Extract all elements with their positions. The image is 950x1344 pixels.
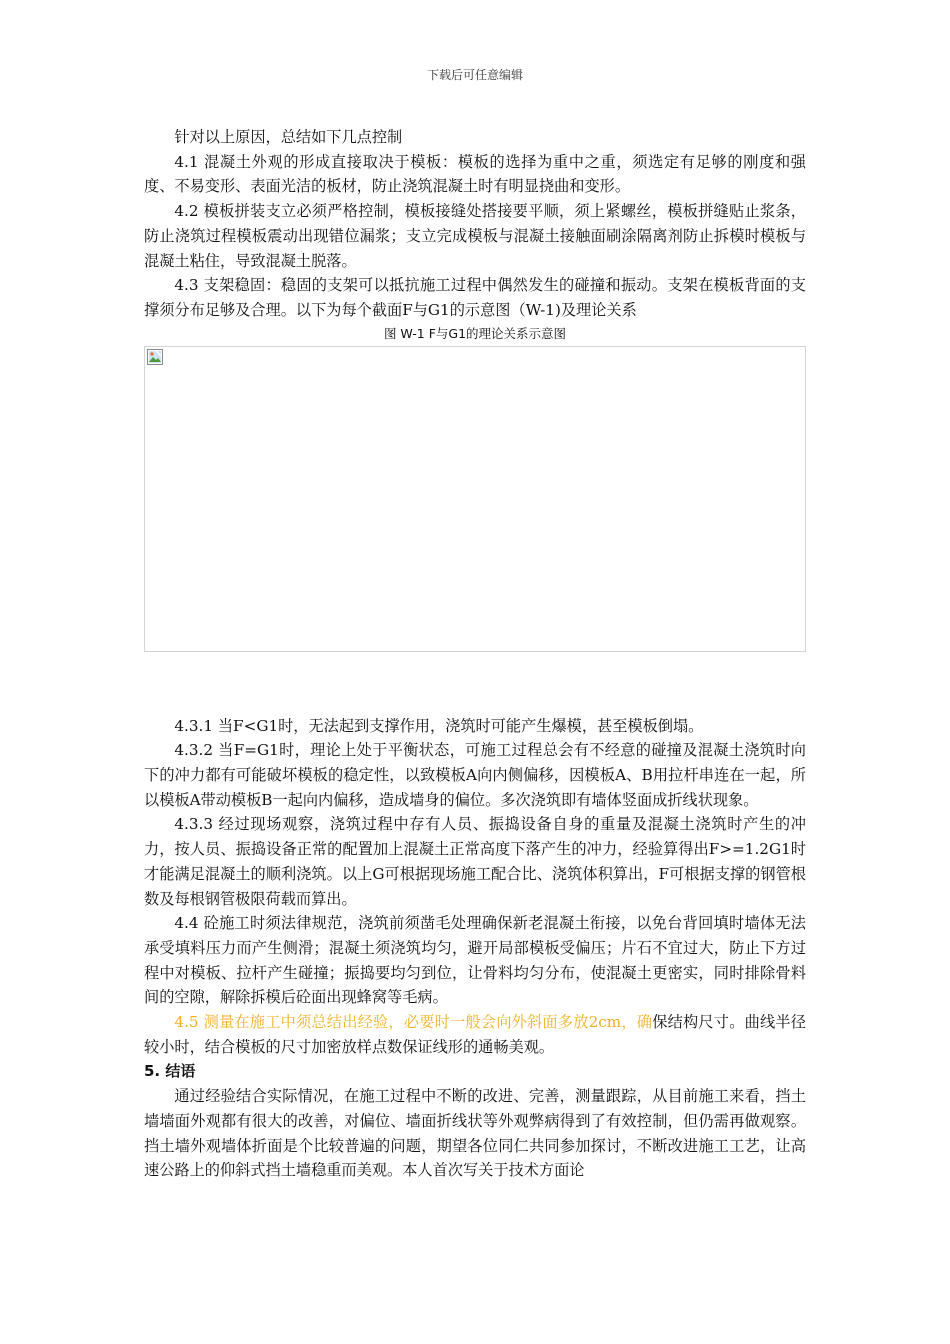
document-body	[144, 125, 806, 1183]
paragraph-conclusion: 通过经验结合实际情况，在施工过程中不断的改进、完善，测量跟踪，从目前施工来看，挡土墙墙面外观都有很大的改善，对偏位、墙面折线状等外观弊病得到了有效控制，但仍需再做观察。挡土墙外观墙体折面是个比较普遍的问题，期望各位同仁共同参加探讨，不断改进施工工艺，让高速公路上的仰斜式挡土墙稳重而美观。本人首次写关于技术方面论	[144, 1087, 806, 1180]
paragraph-4-1: 4.1 混凝土外观的形成直接取决于模板：模板的选择为重中之重，须选定有足够的刚度和强度、不易变形、表面光洁的板材，防止浇筑混凝土时有明显挠曲和变形。	[144, 152, 806, 196]
figure-w1-placeholder	[144, 346, 806, 652]
paragraph-4-2: 4.2 模板拼装支立必须严格控制，模板接缝处搭接要平顺，须上紧螺丝，模板拼缝贴止浆条，防止浇筑过程模板震动出现错位漏浆；支立完成模板与混凝土接触面刷涂隔离剂防止拆模时模板与混凝土粘住，导致混凝土脱落。	[144, 202, 806, 270]
paragraph-4-3-1: 4.3.1 当F<G1时，无法起到支撑作用，浇筑时可能产生爆模，甚至模板倒塌。	[174, 716, 704, 735]
paragraph-4-3: 4.3 支架稳固：稳固的支架可以抵抗施工过程中偶然发生的碰撞和振动。支架在模板背面的支撑须分布足够及合理。以下为每个截面F与G1的示意图（W-1)及理论关系	[144, 276, 806, 319]
paragraph-intro: 针对以上原因，总结如下几点控制	[174, 128, 403, 146]
paragraph-4-5	[144, 1010, 806, 1059]
highlighted-text: 4.5 测量在施工中须总结出经验，必要时一般会向外斜面多放2cm，确	[174, 1013, 653, 1032]
paragraph-4-3-3: 4.3.3 经过现场观察，浇筑过程中存有人员、振捣设备自身的重量及混凝土浇筑时产生的冲力，按人员、振捣设备正常的配置加上混凝土正常高度下落产生的冲力，经验算得出F>=1.2G1时才能满足混凝土的顺利浇筑。以上G可根据现场施工配合比、浇筑体积算出，F可根据支撑的钢管根数及每根钢管极限荷载而算出。	[144, 815, 806, 908]
figure-caption: 图 W-1 F与G1的理论关系示意图	[383, 325, 567, 341]
broken-image-icon	[147, 349, 163, 365]
paragraph-4-5-rest: 保结构尺寸。曲线半径较小时，结合模板的尺寸加密放样点数保证线形的通畅美观。	[144, 1013, 806, 1056]
paragraph-4-4: 4.4 砼施工时须法律规范，浇筑前须凿毛处理确保新老混凝土衔接，以免台背回填时墙体无法承受填料压力而产生侧滑；混凝土须浇筑均匀，避开局部模板受偏压；片石不宜过大，防止下方过程中对模板、拉杆产生碰撞；振捣要均匀到位，让骨料均匀分布，使混凝土更密实，同时排除骨料间的空隙，解除拆模后砼面出现蜂窝等毛病。	[144, 914, 806, 1007]
paragraph-4-3-2: 4.3.2 当F=G1时，理论上处于平衡状态，可施工过程总会有不经意的碰撞及混凝土浇筑时向下的冲力都有可能破坏模板的稳定性，以致模板A向内侧偏移，因模板A、B用拉杆串连在一起，所以模板A带动模板B一起向内偏移，造成墙身的偏位。多次浇筑即有墙体竖面成折线状现象。	[144, 741, 806, 809]
page-header: 下载后可任意编辑	[426, 68, 523, 82]
section-5-heading: 5. 结语	[144, 1062, 196, 1081]
